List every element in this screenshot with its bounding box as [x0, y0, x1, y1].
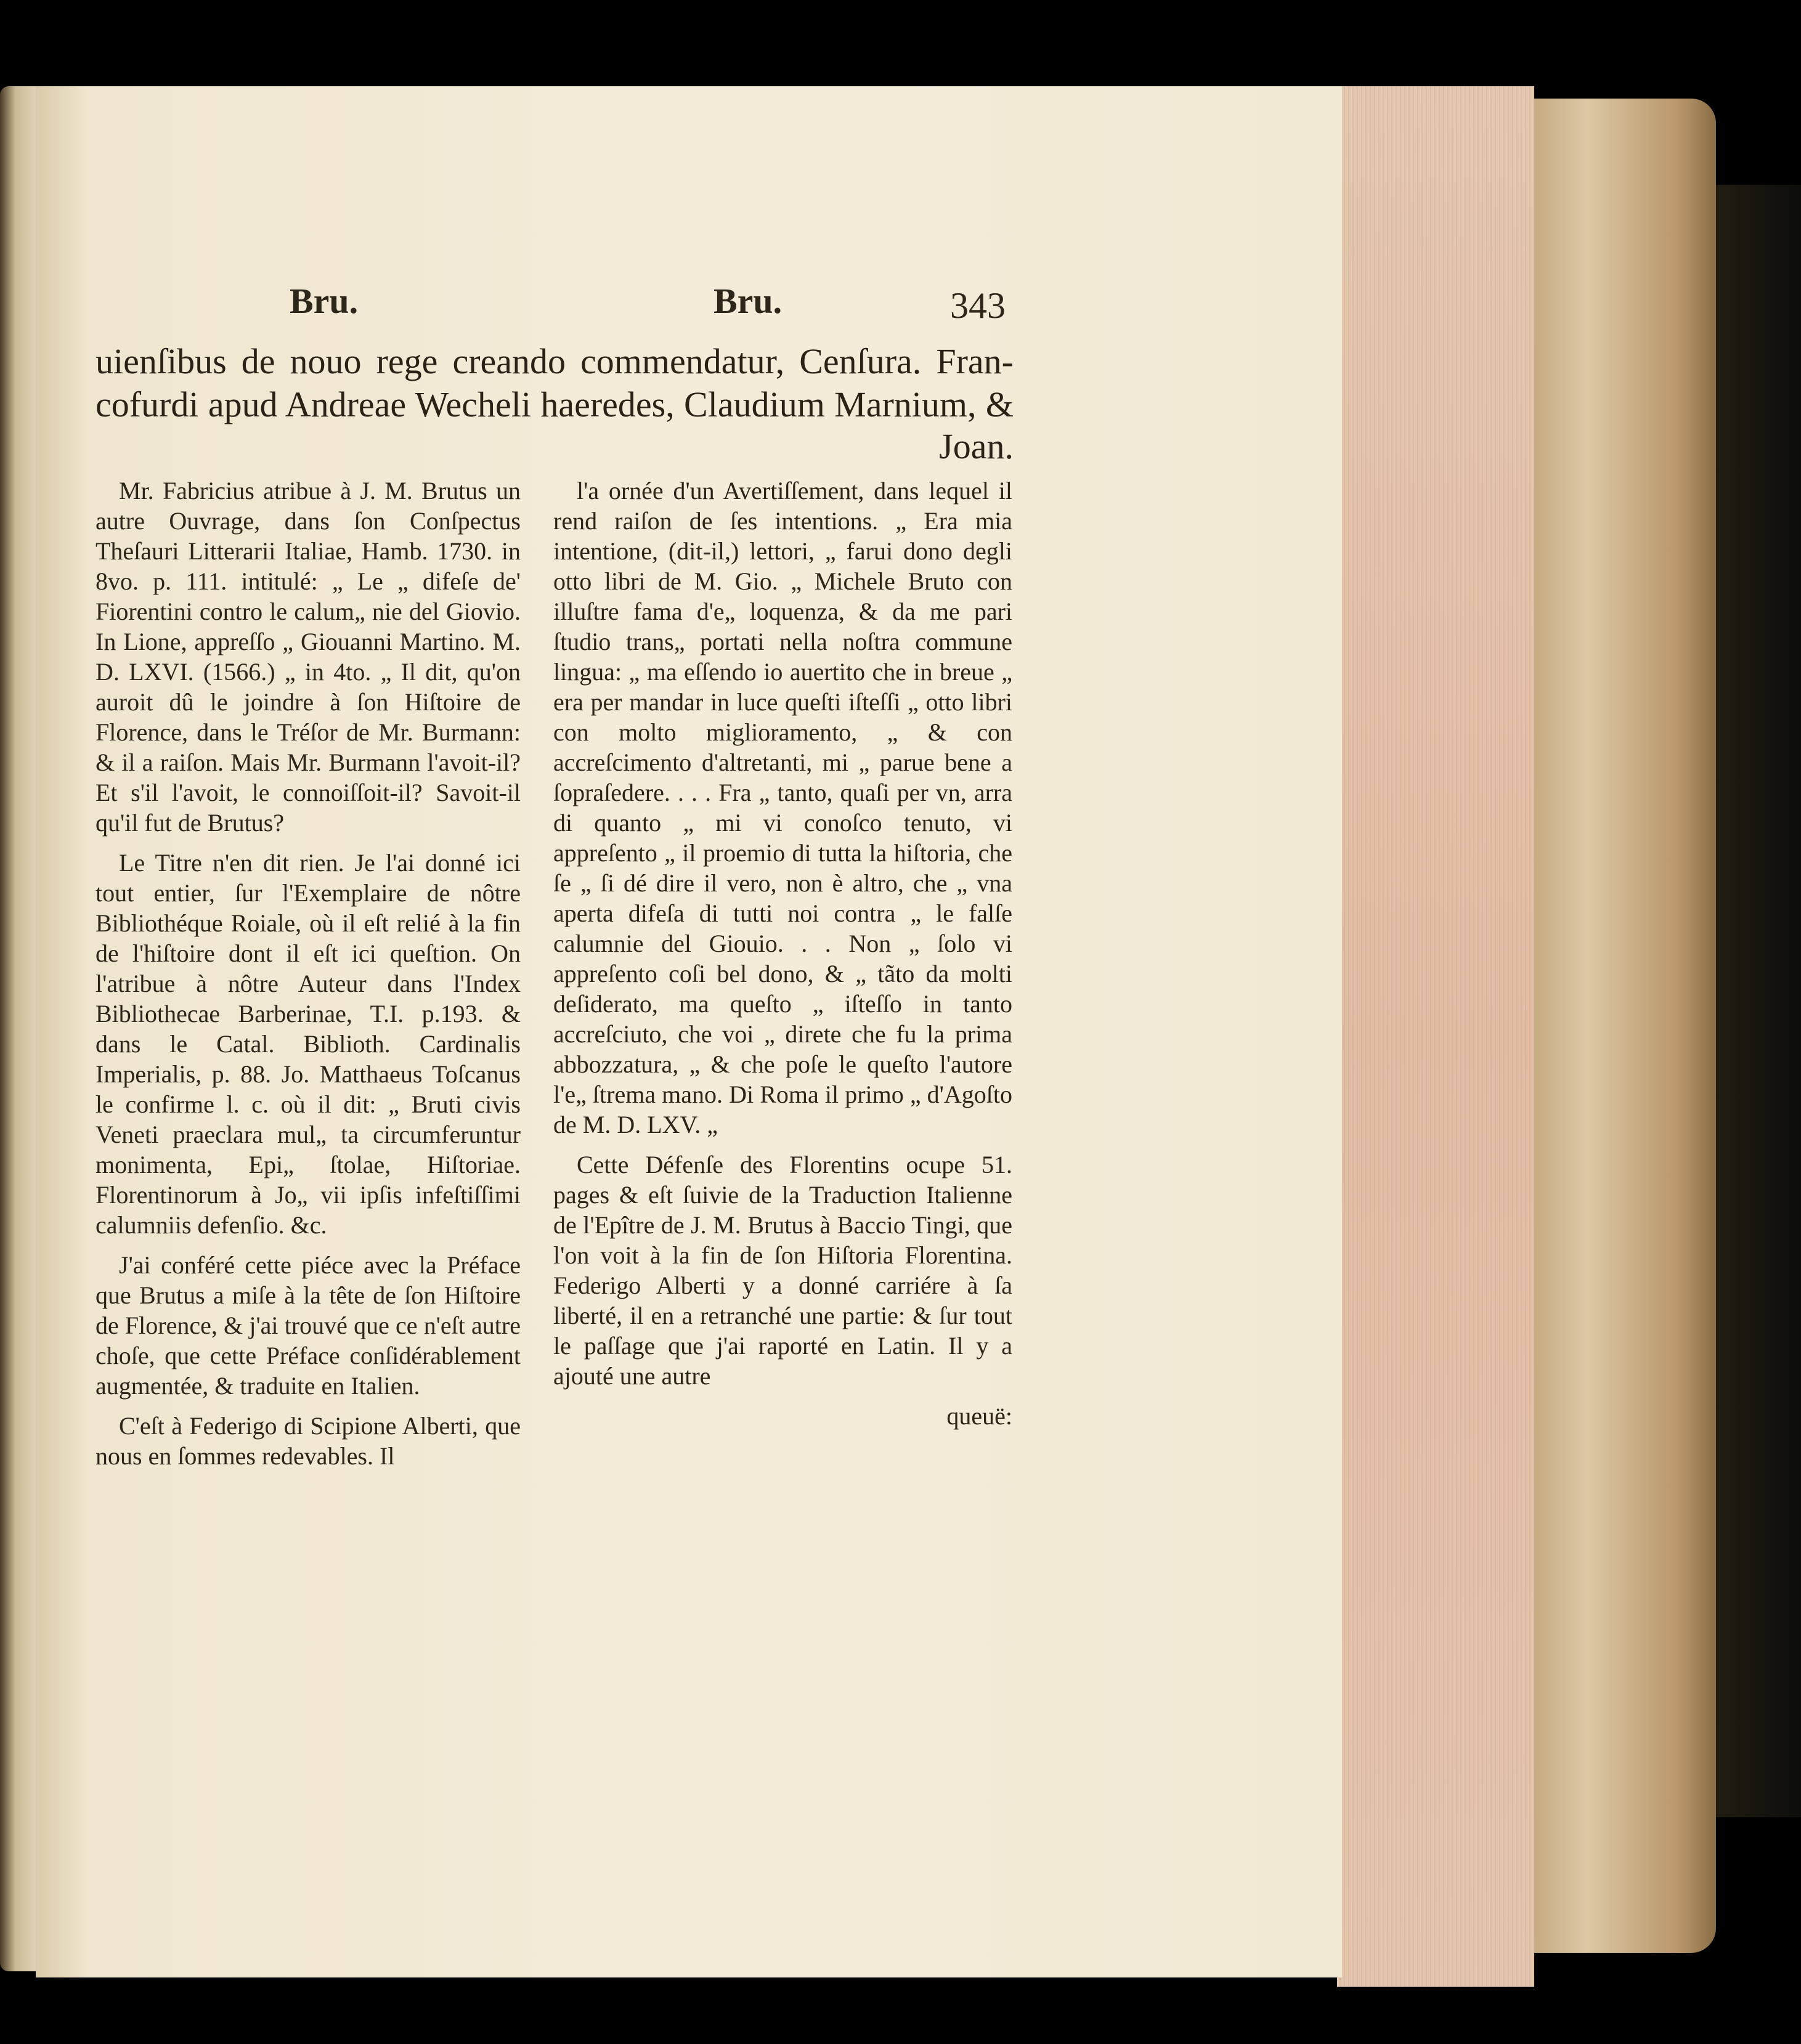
left-paragraph-3: J'ai conféré cette piéce avec la Préface que Brutus a miſe à la tête de ſon Hiſtoire de Florence, & j'ai trouvé que ce n'eſt autre choſe, que cette Préface conſidérablement augmentée, & traduite en Italien.	[96, 1251, 521, 1400]
intro-line-2: cofurdi apud Andreae Wecheli haeredes, Claudium Marnium, &	[96, 384, 1014, 424]
left-paragraph-1: Mr. Fabricius atribue à J. M. Brutus un autre Ouvrage, dans ſon Conſpectus Theſauri Litterarii Italiae, Hamb. 1730. in 8vo. p. 111. intitulé: „ Le „ difeſe de' Fiorentini contro le calum„ nie del Giovio. In Lione, appreſſo „ Giouanni Martino. M. D. LXVI. (1566.) „ in 4to. „ Il dit, qu'on auroit dû le joindre à ſon Hiſtoire de Florence, dans le Tréſor de Mr. Burmann: & il a raiſon. Mais Mr. Burmann l'avoit-il? Et s'il l'avoit, le connoiſſoit-il? Savoit-il qu'il fut de Brutus?	[96, 477, 521, 837]
book-cover-edge	[1531, 99, 1716, 1953]
left-column	[96, 476, 521, 1481]
right-paragraph-2: Cette Défenſe des Florentins ocupe 51. pages & eſt ſuivie de la Traduction Italienne de l'Epître de J. M. Brutus à Baccio Tingi, que l'on voit à la fin de ſon Hiſtoria Florentina. Federigo Alberti y a donné carriére à ſa liberté, il en a retranché une partie: & ſur tout le paſſage que j'ai raporté en Latin. Il y a ajouté une autre	[553, 1151, 1012, 1390]
left-paragraph-2: Le Titre n'en dit rien. Je l'ai donné ici tout entier, ſur l'Exemplaire de nôtre Bibliothéque Roiale, où il eſt relié à la fin de l'hiſtoire dont il eſt ici queſtion. On l'atribue à nôtre Auteur dans l'Index Bibliothecae Barberinae, T.I. p.193. & dans le Catal. Biblioth. Cardinalis Imperialis, p. 88. Jo. Matthaeus Toſcanus le confirme l. c. où il dit: „ Bruti civis Veneti praeclara mul„ ta circumferuntur monimenta, Epi„ ſtolae, Hiſtoriae. Florentinorum à Jo„ vii ipſis infeſtiſſimi calumniis defenſio. &c.	[96, 849, 521, 1239]
intro-line-1: uienſibus de nouo rege creando commendatur, Cenſura. Fran-	[96, 341, 1014, 381]
page-number: 343	[950, 285, 1006, 326]
right-paragraph-1: l'a ornée d'un Avertiſſement, dans lequel il rend raiſon de ſes intentions. „ Era mia intentione, (dit-il,) lettori, „ farui dono degli otto libri de M. Gio. „ Michele Bruto con illuſtre fama d'e„ loquenza, & da me pari ſtudio trans„ portati nella noſtra commune lingua: „ ma eſſendo io auertito che in breue „ era per mandar in luce queſti iſteſſi „ otto libri con molto miglioramento, „ & con accreſcimento d'altretanti, mi „ parue bene a ſopraſedere. . . . Fra „ tanto, quaſi per vn, arra di quanto „ mi vi conoſco tenuto, vi appreſento „ il proemio di tutta la hiſtoria, che ſe „ ſi dé dire il vero, non è altro, che „ vna aperta difeſa di tutti noi contra „ le falſe calumnie del Giouio. . . Non „ ſolo vi appreſento coſi bel dono, & „ tãto da molti deſiderato, ma queſto „ iſteſſo in tanto accreſciuto, che voi „ direte che fu la prima abbozzatura, „ & che poſe le queſto l'autore l'e„ ſtrema mano. Di Roma il primo „ d'Agoſto de M. D. LXV. „	[553, 477, 1012, 1138]
intro-line-3: Joan.	[939, 426, 1014, 466]
running-header-right: Bru.	[713, 281, 783, 321]
catchword: queuë:	[946, 1402, 1012, 1430]
right-column	[553, 476, 1012, 1441]
running-header-left: Bru.	[290, 281, 359, 321]
left-paragraph-4: C'eſt à Federigo di Scipione Alberti, que nous en ſommes redevables. Il	[96, 1412, 521, 1470]
page-block-edge	[1337, 86, 1534, 1987]
